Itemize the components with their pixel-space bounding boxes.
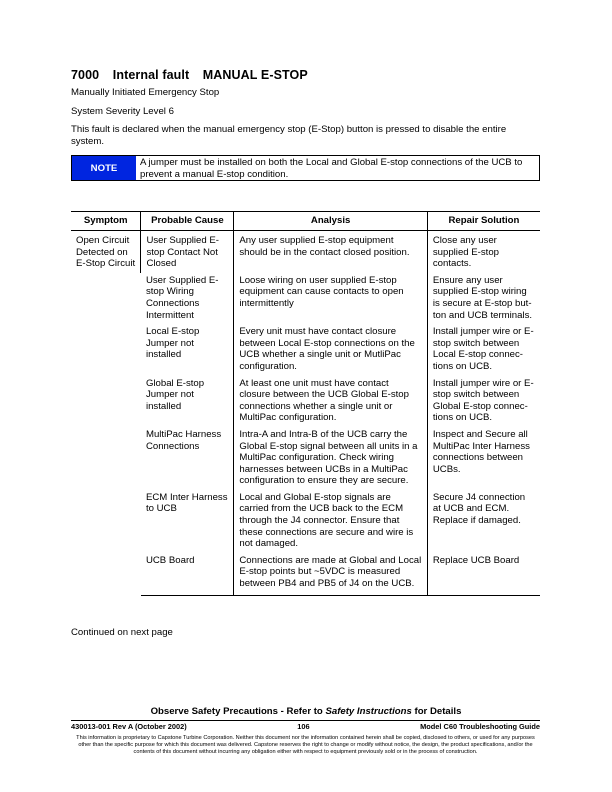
header-repair-solution: Repair Solution xyxy=(427,212,540,231)
table-row xyxy=(71,231,540,273)
fault-type: Internal fault xyxy=(112,68,190,82)
note-box xyxy=(71,155,540,181)
guide-title: Model C60 Troubleshooting Guide xyxy=(420,722,540,731)
safety-instructions-link: Safety Instructions xyxy=(325,706,412,717)
note-text: A jumper must be installed on both the Local and Global E-stop connections of the UCB to prevent a manual E-stop condition. xyxy=(140,157,523,180)
cause-cell: User Supplied E-stop Wiring Connections Intermittent xyxy=(145,274,219,321)
analysis-cell: At least one unit must have contact closure between the UCB Global E-stop connections whether a single unit or MultiPac configuration. xyxy=(234,376,428,427)
repair-cell: Install jumper wire or E-stop switch between Local E-stop connec-tions on UCB. xyxy=(427,324,540,375)
safety-suffix: for Details xyxy=(411,706,462,717)
repair-cell: Secure J4 connection at UCB and ECM. Replace if damaged. xyxy=(427,490,540,553)
analysis-cell: Connections are made at Global and Local E-stop points but ~5VDC is measured between PB4 and PB5 of J4 on the UCB. xyxy=(234,553,428,595)
repair-cell: Replace UCB Board xyxy=(427,553,540,595)
table-row xyxy=(71,490,540,553)
cause-cell: Global E-stop Jumper not installed xyxy=(145,377,205,412)
analysis-cell: Local and Global E-stop signals are carried from the UCB back to the ECM through the J4 connector. Ensure that these connections are secure and wire is not damaged. xyxy=(234,490,428,553)
analysis-cell: Every unit must have contact closure between Local E-stop connections on the UCB whether a single unit or MutliPac configuration. xyxy=(234,324,428,375)
footer-divider xyxy=(71,720,540,721)
symptom-cell: Open Circuit Detected on E-Stop Circuit xyxy=(76,235,136,270)
continued-note: Continued on next page xyxy=(71,627,173,638)
table-row xyxy=(71,324,540,375)
note-tag: NOTE xyxy=(72,156,136,180)
legal-disclaimer: This information is proprietary to Capstone Turbine Corporation. Neither this document nor the information contained herein shall be copied, disclosed to others, or used for any purposes other than the specific purpose for which this document was delivered. Capstone reserves the right to change or modify without notice, the design, the product specifications, and/or the contents of this document without incurring any obligation either with respect to equipment previously sold or in the process of construction. xyxy=(76,735,535,755)
table-row xyxy=(71,376,540,427)
fault-heading xyxy=(71,68,308,82)
cause-cell: User Supplied E-stop Contact Not Closed xyxy=(141,231,234,273)
header-probable-cause: Probable Cause xyxy=(141,212,234,231)
cause-cell: ECM Inter Harness to UCB xyxy=(145,491,228,515)
analysis-cell: Loose wiring on user supplied E-stop equipment can cause contacts to open intermittently xyxy=(234,273,428,324)
severity-level: System Severity Level 6 xyxy=(71,106,174,117)
table-row xyxy=(71,427,540,490)
repair-cell: Ensure any user supplied E-stop wiring is secure at E-stop but-ton and UCB terminals. xyxy=(427,273,540,324)
table-header-row xyxy=(71,212,540,231)
safety-notice xyxy=(0,706,612,717)
cause-cell: MultiPac Harness Connections xyxy=(145,428,222,452)
header-symptom: Symptom xyxy=(71,212,141,231)
footer-info xyxy=(71,722,540,731)
cause-cell: UCB Board xyxy=(141,553,234,595)
repair-cell: Install jumper wire or E-stop switch between Global E-stop connec-tions on UCB. xyxy=(427,376,540,427)
analysis-cell: Any user supplied E-stop equipment should be in the contact closed position. xyxy=(234,231,428,273)
fault-code: 7000 xyxy=(71,68,100,82)
fault-name: MANUAL E-STOP xyxy=(202,68,308,82)
table-row xyxy=(71,273,540,324)
repair-cell: Inspect and Secure all MultiPac Inter Harness connections between UCBs. xyxy=(427,427,540,490)
page-number: 106 xyxy=(297,722,310,731)
fault-description: This fault is declared when the manual emergency stop (E-Stop) button is pressed to disable the entire system. xyxy=(71,124,507,147)
header-analysis: Analysis xyxy=(234,212,428,231)
document-id: 430013-001 Rev A (October 2002) xyxy=(71,722,187,731)
troubleshooting-table xyxy=(71,211,540,596)
table-row xyxy=(71,553,540,595)
fault-subtitle: Manually Initiated Emergency Stop xyxy=(71,87,220,98)
analysis-cell: Intra-A and Intra-B of the UCB carry the Global E-stop signal between all units in a MultiPac configuration. Check wiring harnesses between UCBs in a MultiPac configuration to ensure they are secure. xyxy=(234,427,428,490)
repair-cell: Close any user supplied E-stop contacts. xyxy=(427,231,540,273)
safety-prefix: Observe Safety Precautions - Refer to xyxy=(150,706,326,717)
cause-cell: Local E-stop Jumper not installed xyxy=(145,326,200,361)
